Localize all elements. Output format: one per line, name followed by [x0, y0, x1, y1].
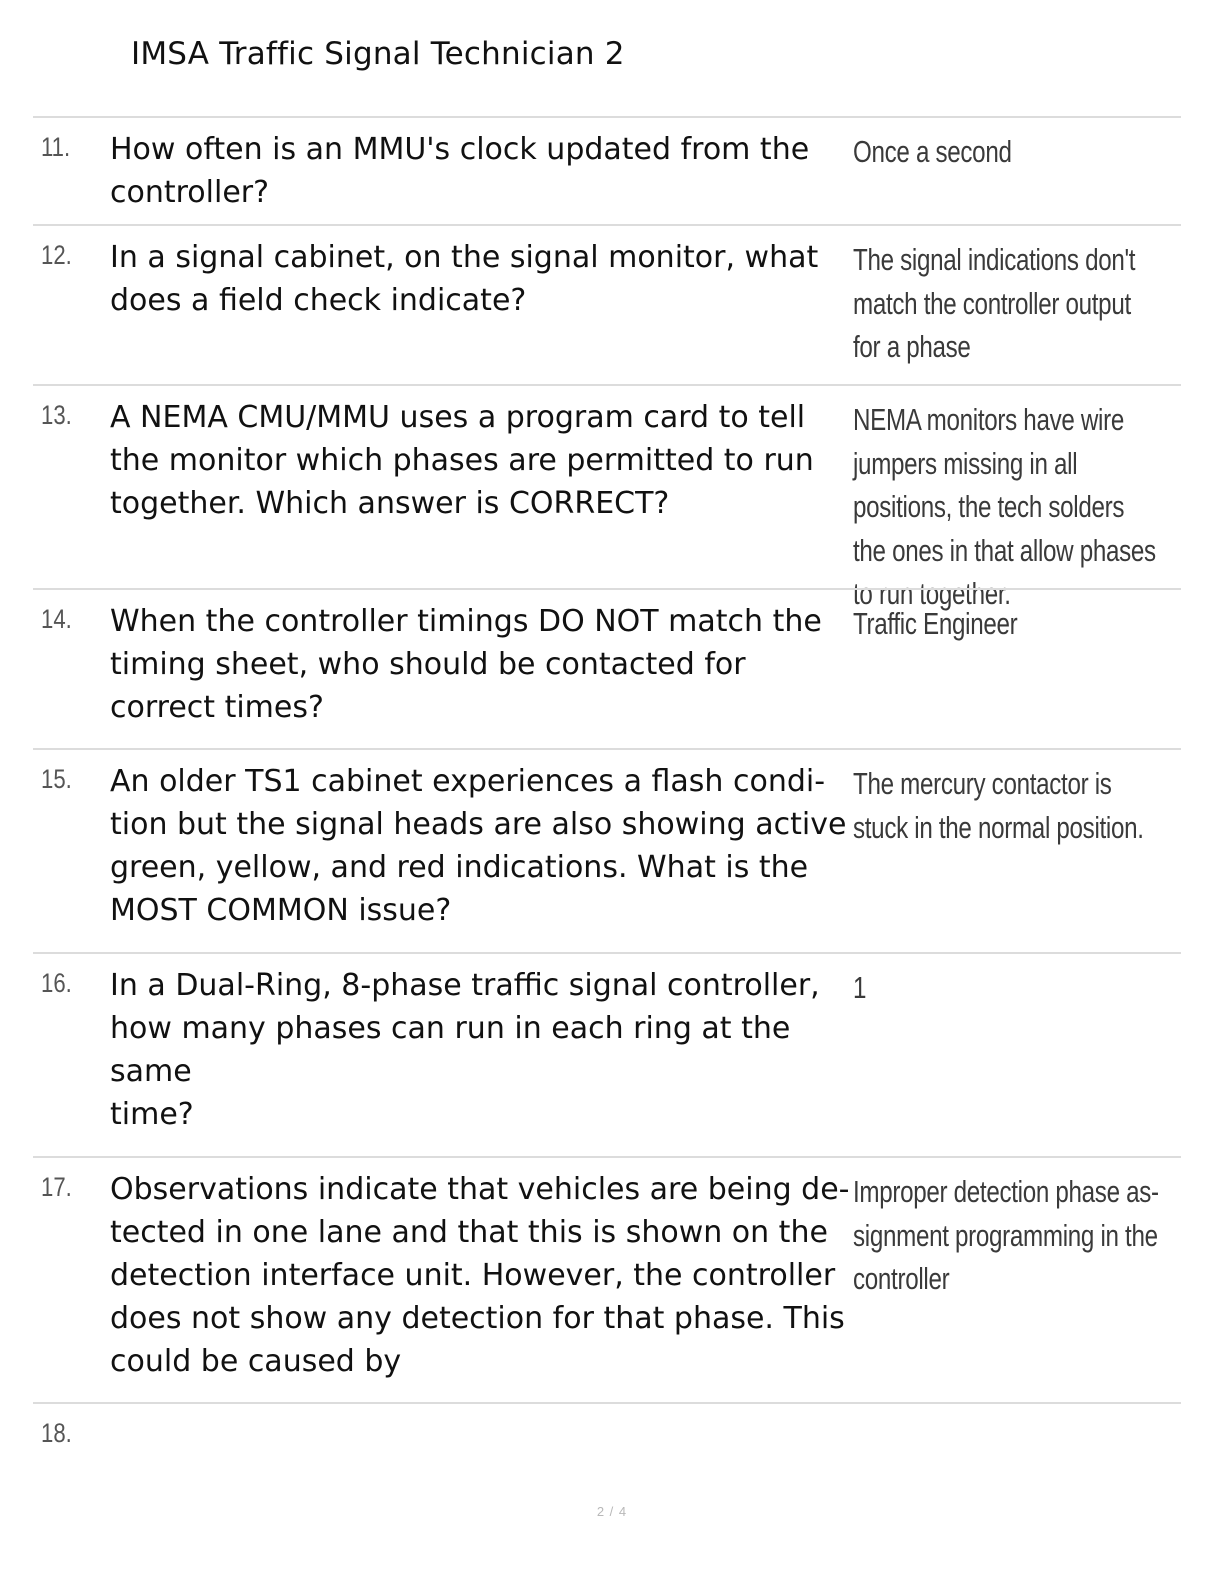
answer-text: The signal indications don't match the controller output for a phase: [853, 242, 1136, 364]
qa-row-16: [33, 952, 1181, 1156]
qa-row-17: [33, 1156, 1181, 1402]
qa-row-13: [33, 384, 1181, 611]
answer-text: 1: [853, 970, 867, 1005]
question-text: In a Dual-Ring, 8-phase traffic signal controller, how many phases can run in each ring at the same time?: [110, 968, 820, 1132]
qa-row-15: [33, 748, 1181, 952]
question-text: Observations indicate that vehicles are being de- tected in one lane and that this is shown on the detection interface unit. However, the controller does not show any detection for that phase. This could be caused by: [110, 1172, 850, 1379]
qa-row-12: [33, 224, 1181, 384]
answer-text: The mercury contactor is stuck in the normal position.: [853, 766, 1144, 845]
question-text: When the controller timings DO NOT match the timing sheet, who should be contacted for correct times?: [110, 604, 822, 725]
answer-text: Once a second: [853, 134, 1012, 169]
page-number: 2 / 4: [596, 1504, 628, 1519]
question-number: 16.: [41, 968, 72, 998]
qa-row-14: [33, 588, 1181, 748]
answer-text: Improper detection phase as- signment programming in the controller: [853, 1174, 1159, 1296]
question-number: 15.: [41, 764, 72, 794]
qa-row-18: [33, 1402, 1181, 1472]
document-title: IMSA Traffic Signal Technician 2: [131, 36, 625, 72]
question-number: 12.: [41, 240, 72, 270]
question-number: 13.: [41, 400, 72, 430]
question-number: 14.: [41, 604, 72, 634]
question-text: In a signal cabinet, on the signal monitor, what does a field check indicate?: [110, 240, 819, 318]
question-number: 17.: [41, 1172, 72, 1202]
question-text: An older TS1 cabinet experiences a flash condi- tion but the signal heads are also showing active green, yellow, and red indications. What is the MOST COMMON issue?: [110, 764, 847, 928]
qa-list: [33, 116, 1181, 1472]
answer-text: Traffic Engineer: [853, 606, 1018, 641]
question-number: 11.: [41, 132, 71, 162]
answer-text: NEMA monitors have wire jumpers missing in all positions, the tech solders the ones in that allow phases to run together.: [853, 402, 1156, 611]
question-text: How often is an MMU's clock updated from the controller?: [110, 132, 810, 210]
question-number: 18.: [41, 1418, 72, 1448]
question-text: A NEMA CMU/MMU uses a program card to tell the monitor which phases are permitted to run together. Which answer is CORRECT?: [110, 400, 814, 521]
qa-row-11: [33, 116, 1181, 224]
